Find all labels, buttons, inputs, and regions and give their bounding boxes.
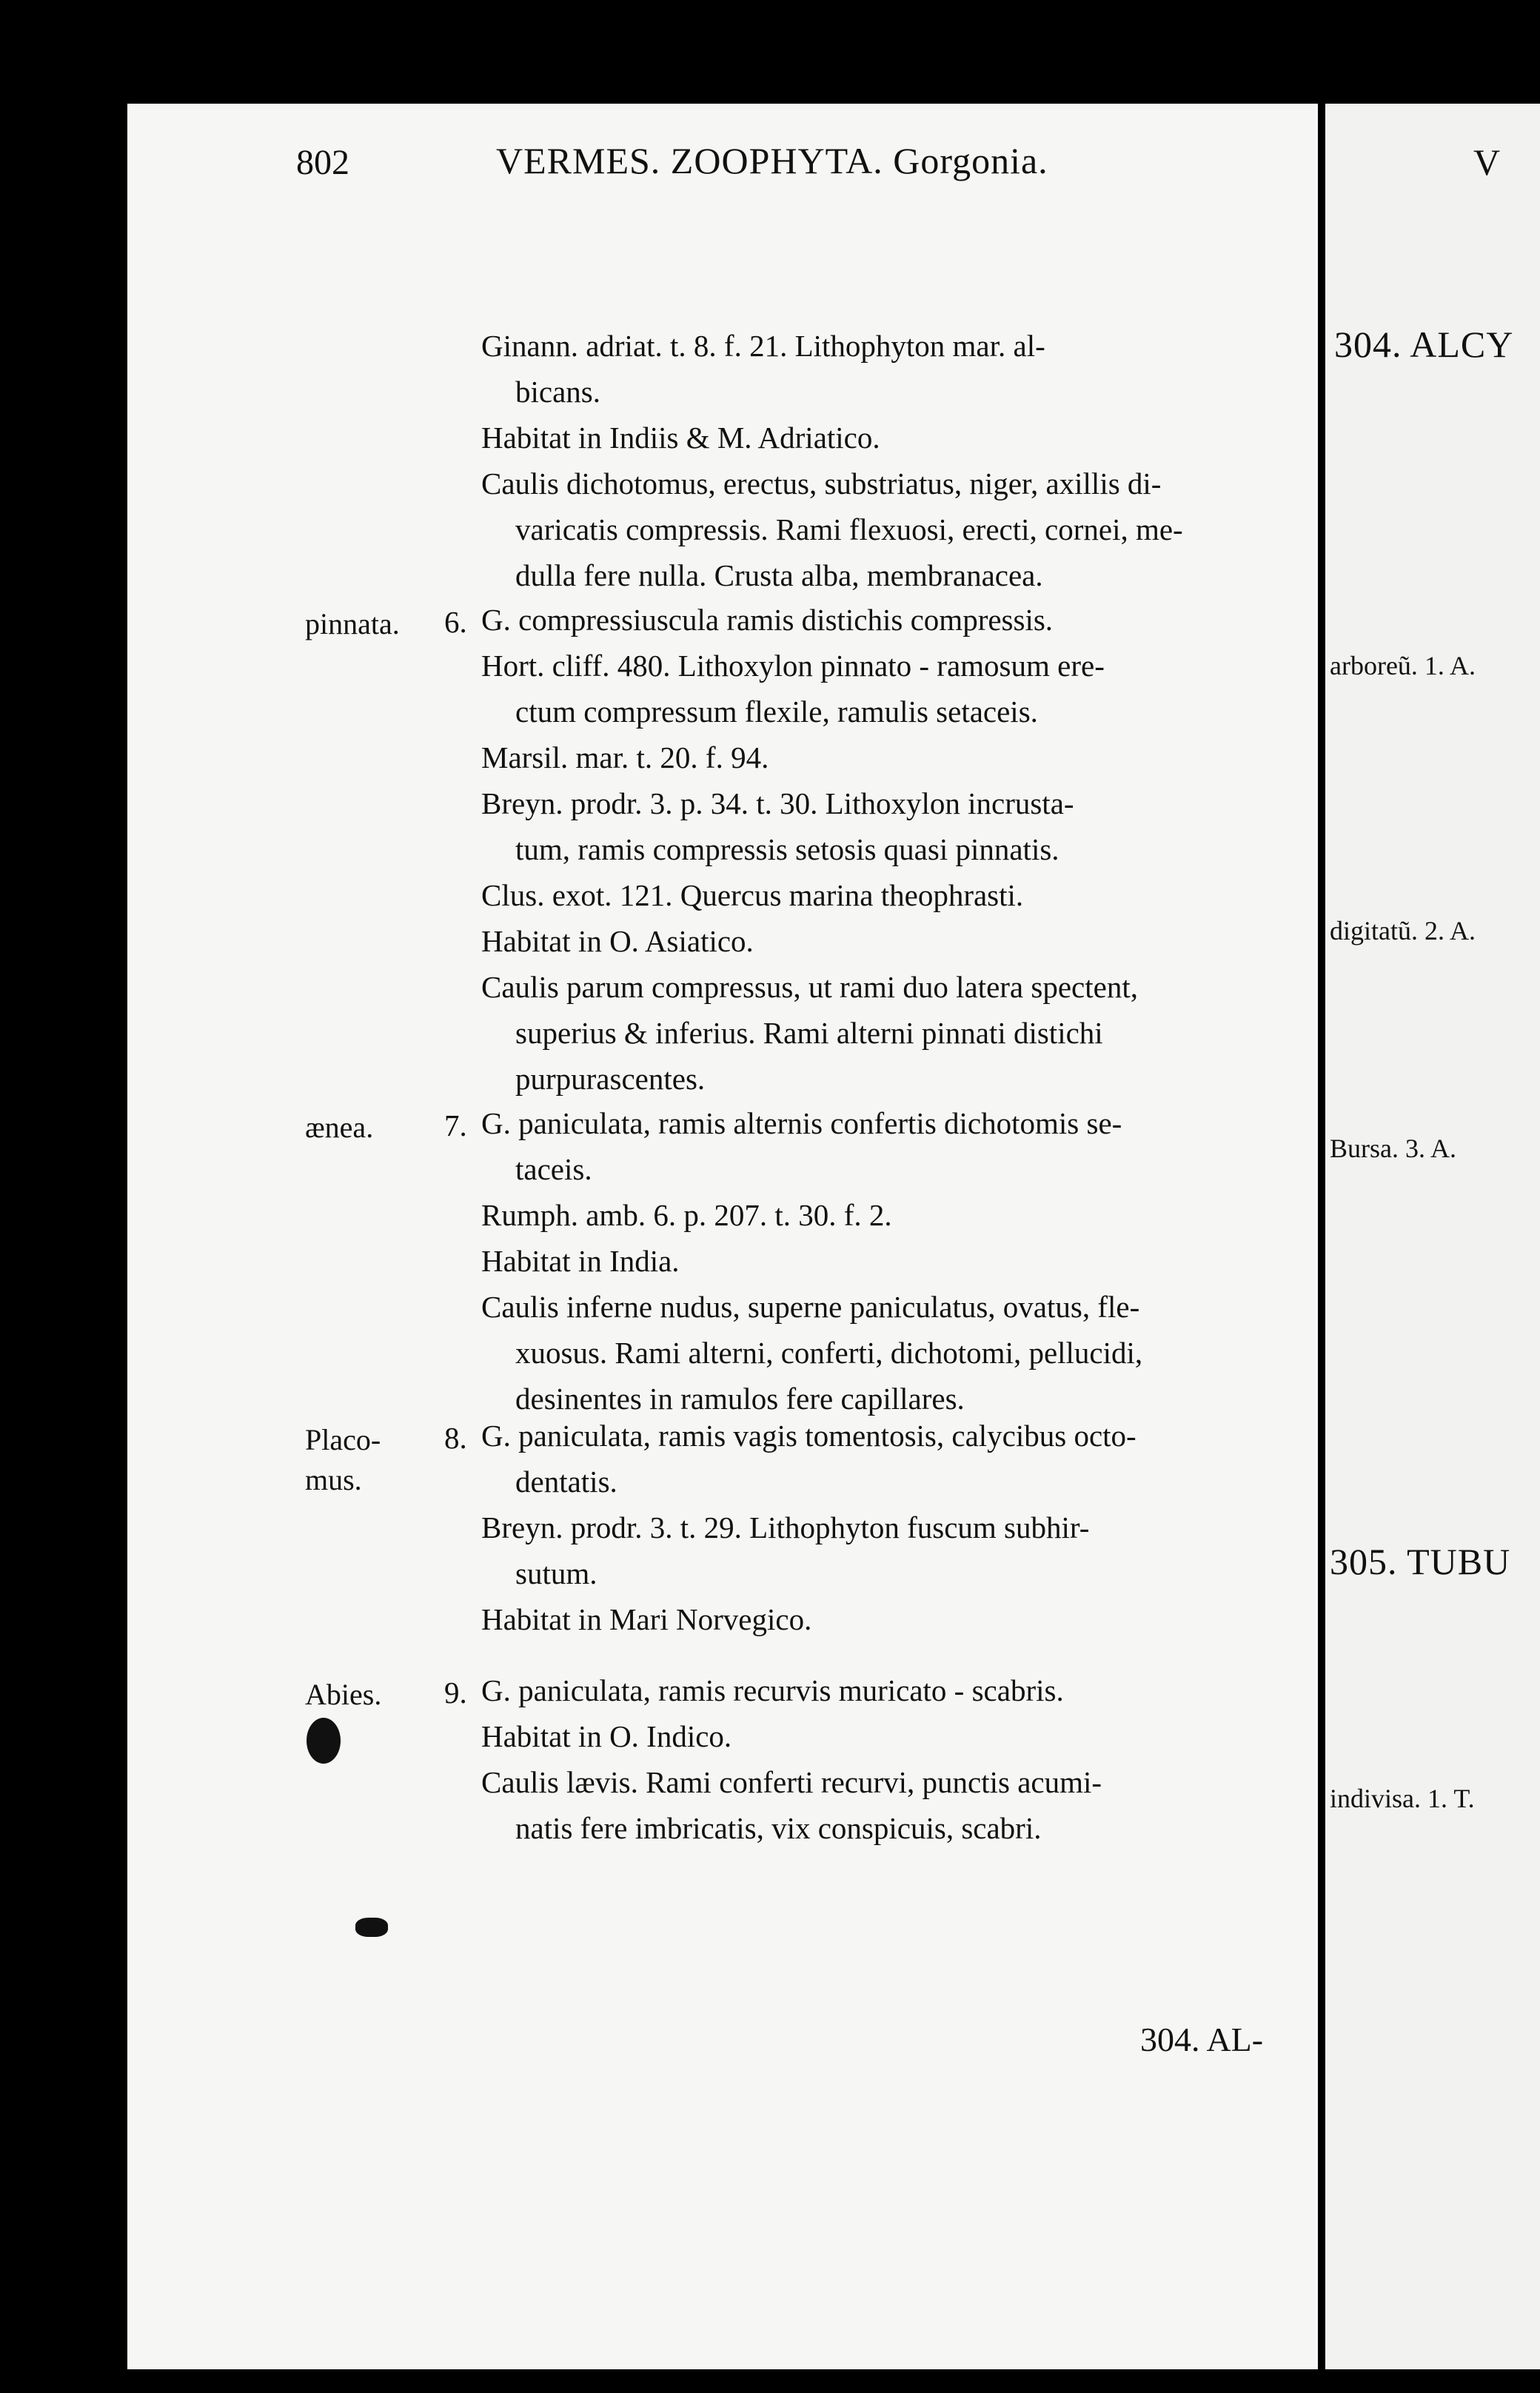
page-number: 802 [296,143,349,182]
facing-page-line: digitatũ. 2. A. [1330,916,1476,946]
text-line: Caulis dichotomus, erectus, substriatus, niger, axillis di- [481,466,1162,501]
species-entry [481,597,1281,1102]
text-line: ctum compressum flexile, ramulis setaceis. [515,695,1038,729]
facing-page-heading: 305. TUBU [1330,1541,1511,1582]
text-line: taceis. [515,1152,592,1186]
text-line: sutum. [515,1556,597,1590]
text-line: dulla fere nulla. Crusta alba, membranacea. [515,558,1043,592]
text-line: Rumph. amb. 6. p. 207. t. 30. f. 2. [481,1198,892,1232]
facing-page-line: arboreũ. 1. A. [1330,651,1476,680]
text-line: Habitat in Indiis & M. Adriatico. [481,421,880,455]
text-line: Caulis parum compressus, ut rami duo latera spectent, [481,970,1138,1004]
species-number: 7. [444,1108,467,1142]
text-line: G. paniculata, ramis recurvis muricato - scabris. [481,1673,1064,1707]
text-line: G. paniculata, ramis vagis tomentosis, calycibus octo- [481,1419,1136,1453]
text-line: natis fere imbricatis, vix conspicuis, scabri. [515,1811,1042,1845]
facing-page-initial: V [1473,141,1502,183]
text-line: Hort. cliff. 480. Lithoxylon pinnato - ramosum ere- [481,649,1105,683]
text-line: xuosus. Rami alterni, conferti, dichotomi, pellucidi, [515,1336,1143,1370]
species-number: 6. [444,605,467,639]
text-line: Caulis lævis. Rami conferti recurvi, punctis acumi- [481,1765,1102,1799]
margin-species-name: pinnata. [305,607,400,640]
text-line: superius & inferius. Rami alterni pinnati distichi [515,1016,1103,1050]
text-line: Clus. exot. 121. Quercus marina theophrasti. [481,878,1024,912]
text-line: purpurascentes. [515,1062,706,1096]
text-line: Habitat in O. Indico. [481,1719,732,1753]
margin-species-name: ænea. [305,1111,374,1144]
species-number: 8. [444,1421,467,1455]
margin-species-name: Abies. [305,1678,382,1711]
facing-page-line: indivisa. 1. T. [1330,1784,1475,1813]
intro-entry [481,323,1281,598]
text-line: Habitat in India. [481,1244,680,1278]
text-line: G. compressiuscula ramis distichis compressis. [481,603,1054,637]
facing-page-heading: 304. ALCY [1334,324,1514,365]
text-line: Marsil. mar. t. 20. f. 94. [481,740,769,774]
text-line: G. paniculata, ramis alternis confertis dichotomis se- [481,1106,1122,1140]
text-line: tum, ramis compressis setosis quasi pinnatis. [515,832,1059,866]
running-title: VERMES. ZOOPHYTA. Gorgonia. [496,140,1048,181]
text-line: Breyn. prodr. 3. p. 34. t. 30. Lithoxylon incrusta- [481,786,1074,820]
species-number: 9. [444,1676,467,1710]
catchword: 304. AL- [1140,2021,1264,2058]
text-line: Habitat in O. Asiatico. [481,924,754,958]
text-line: varicatis compressis. Rami flexuosi, erecti, cornei, me- [515,512,1183,546]
species-entry [481,1413,1281,1642]
text-line: Caulis inferne nudus, superne paniculatus, ovatus, fle- [481,1290,1140,1324]
text-line: Ginann. adriat. t. 8. f. 21. Lithophyton mar. al- [481,329,1045,363]
text-line: Breyn. prodr. 3. t. 29. Lithophyton fuscum subhir- [481,1510,1090,1544]
facing-page [1325,104,1540,2369]
ink-blot [307,1718,341,1764]
text-line: bicans. [515,375,600,409]
margin-species-name: Placo- mus. [305,1423,381,1496]
species-entry [481,1667,1281,1851]
species-entry [481,1100,1281,1422]
facing-page-line: Bursa. 3. A. [1330,1134,1456,1163]
text-line: desinentes in ramulos fere capillares. [515,1382,965,1416]
ink-blot [355,1918,388,1937]
text-line: Habitat in Mari Norvegico. [481,1602,812,1636]
text-line: dentatis. [515,1465,617,1499]
